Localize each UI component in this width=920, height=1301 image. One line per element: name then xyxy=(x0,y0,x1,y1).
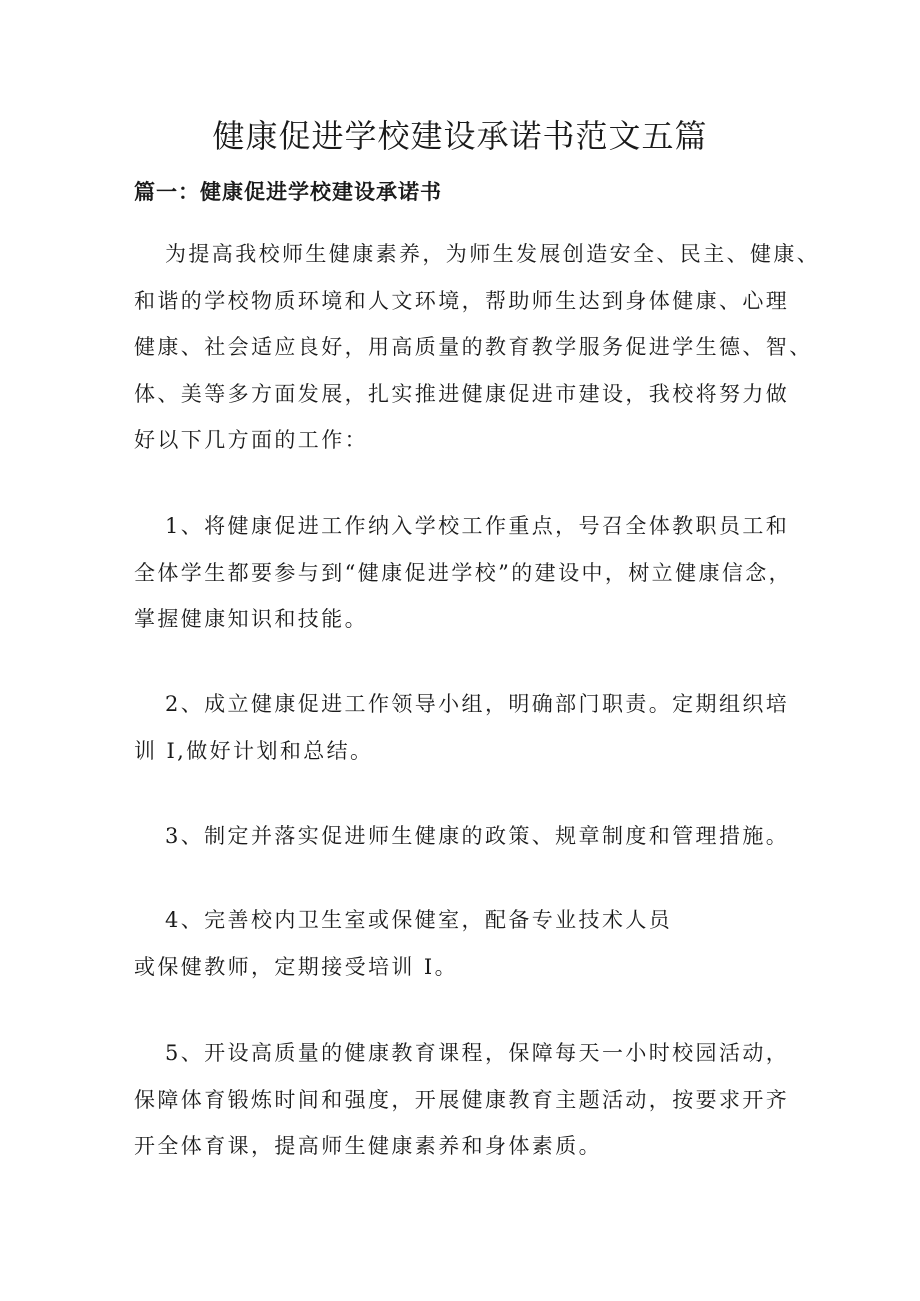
item-line: 4、完善校内卫生室或保健室，配备专业技术人员 xyxy=(165,908,673,932)
document-title: 健康促进学校建设承诺书范文五篇 xyxy=(212,117,708,155)
item-line: 全体学生都要参与到“健康促进学校”的建设中，树立健康信念， xyxy=(134,560,793,585)
intro-line: 体、美等多方面发展，扎实推进健康促进市建设，我校将努力做 xyxy=(134,381,790,406)
item-line: 1、将健康促进工作纳入学校工作重点，号召全体教职员工和 xyxy=(165,514,790,538)
section-heading: 篇一：健康促进学校建设承诺书 xyxy=(134,179,442,204)
item-line: 训 I,做好计划和总结。 xyxy=(134,738,374,763)
item-line: 2、成立健康促进工作领导小组，明确部门职责。定期组织培 xyxy=(165,692,790,716)
intro-line: 好以下几方面的工作： xyxy=(134,428,368,452)
item-line: 保障体育锻炼时间和强度，开展健康教育主题活动，按要求开齐 xyxy=(134,1087,790,1112)
commitment-item-2 xyxy=(134,681,794,774)
item-line: 5、开设高质量的健康教育课程，保障每天一小时校园活动， xyxy=(165,1041,790,1065)
item-line: 3、制定并落实促进师生健康的政策、规章制度和管理措施。 xyxy=(165,824,790,848)
item-line: 开全体育课，提高师生健康素养和身体素质。 xyxy=(134,1134,602,1158)
item-line: 掌握健康知识和技能。 xyxy=(134,607,368,631)
intro-paragraph xyxy=(134,231,821,464)
intro-line: 和谐的学校物质环境和人文环境，帮助师生达到身体健康、心理 xyxy=(134,288,790,313)
commitment-item-1 xyxy=(134,503,794,643)
intro-line: 为提高我校师生健康素养，为师生发展创造安全、民主、健康、 xyxy=(165,242,821,266)
commitment-item-4 xyxy=(134,897,794,990)
commitment-item-3 xyxy=(134,813,794,860)
item-line: 或保健教师，定期接受培训 I。 xyxy=(134,954,458,979)
commitment-item-5 xyxy=(134,1030,794,1170)
intro-line: 健康、社会适应良好，用高质量的教育教学服务促进学生德、智、 xyxy=(134,335,813,359)
